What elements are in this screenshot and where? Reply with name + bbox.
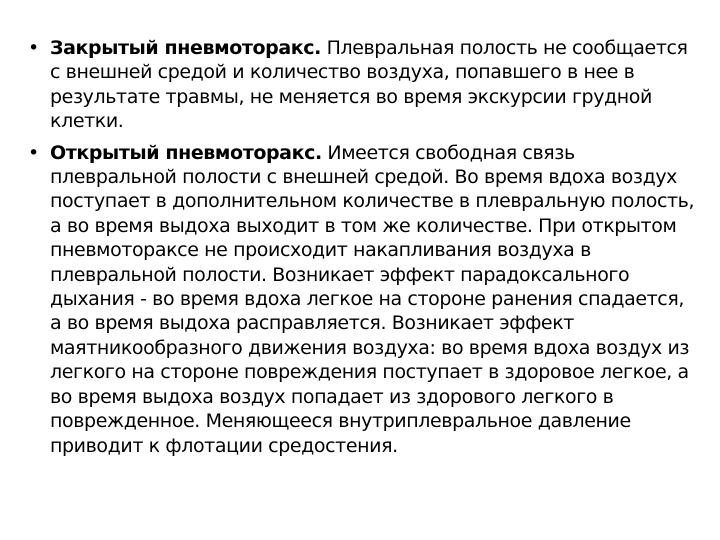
term-open-pneumothorax: Открытый пневмоторакс. bbox=[50, 141, 322, 164]
description-open-pneumothorax: Имеется свободная связь плевральной полости с внешней средой. Во время вдоха воздух поступает в дополнительном количестве в плевральную полость, а во время выдоха выходит в том же количестве. При открытом пневмотораксе не происходит накапливания воздуха в плевральной полости. Возникает эффект парадоксального дыхания - во время вдоха легкое на стороне ранения спадается, а во время выдоха расправляется. Возникает эффект маятникообразного движения воздуха: во время вдоха воздух из легкого на стороне повреждения поступает в здоровое легкое, а во время выдоха воздух попадает из здорового легкого в поврежденное. Меняющееся внутриплевральное давление приводит к флотации средостения. bbox=[50, 141, 695, 457]
bullet-list bbox=[28, 36, 696, 458]
description-closed-pneumothorax: Плевральная полость не сообщается с внешней средой и количество воздуха, попавшего в нее в результате травмы, не меняется во время экскурсии грудной клетки. bbox=[50, 37, 688, 133]
bullet-marker: • bbox=[28, 37, 39, 59]
bullet-item-open-pneumothorax bbox=[28, 141, 696, 458]
bullet-marker: • bbox=[28, 141, 39, 164]
term-closed-pneumothorax: Закрытый пневмоторакс. bbox=[50, 37, 321, 59]
bullet-item-closed-pneumothorax bbox=[28, 36, 696, 134]
